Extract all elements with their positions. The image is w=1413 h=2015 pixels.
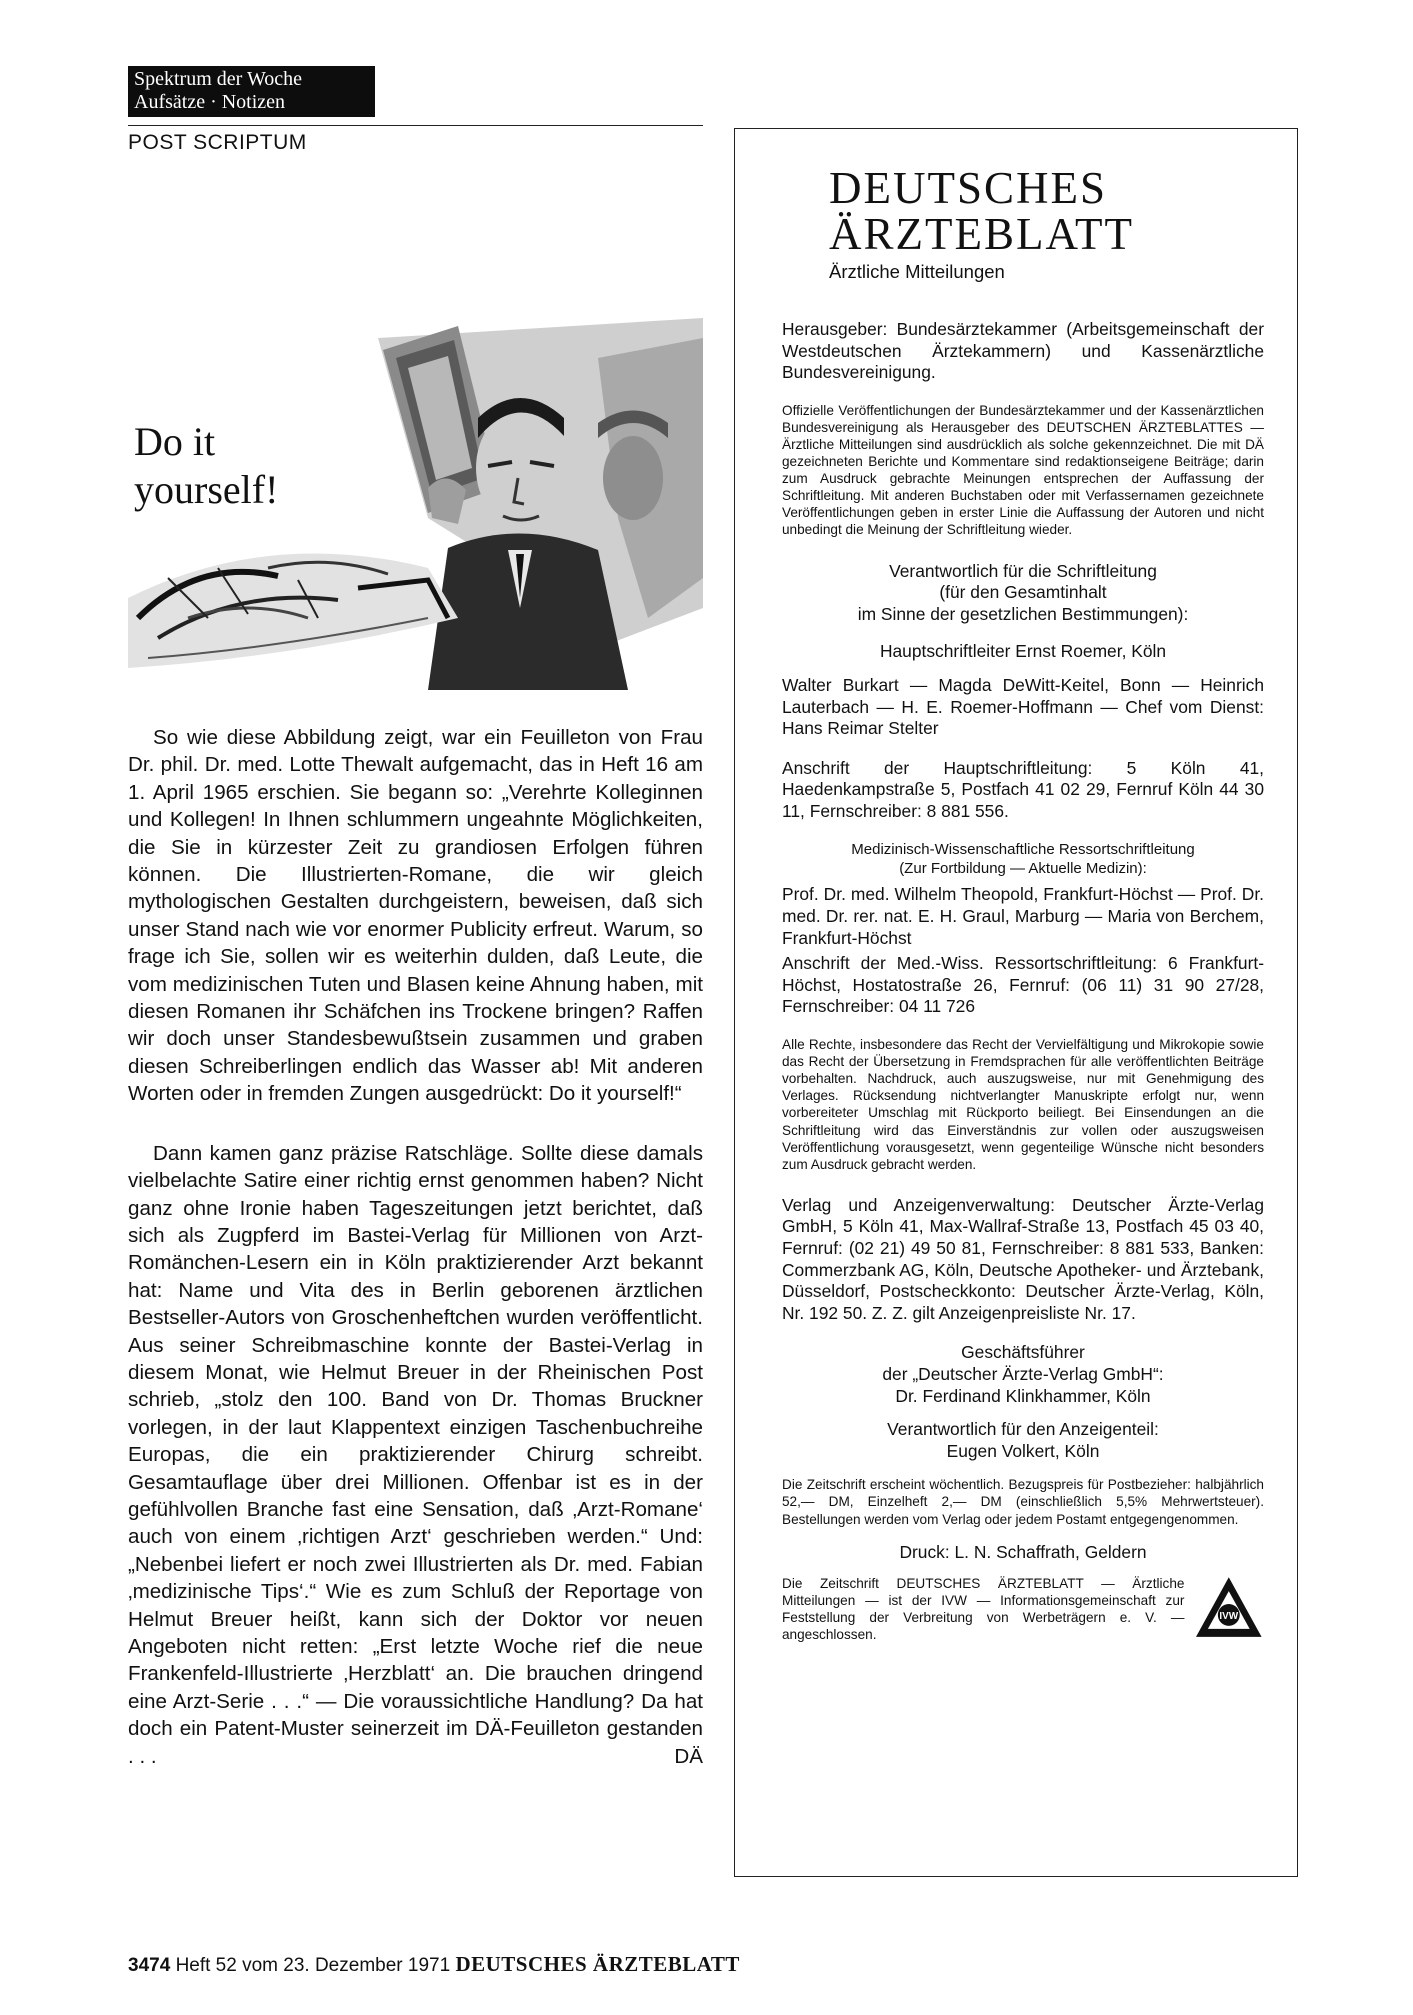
top-rule xyxy=(128,125,703,126)
masthead-title xyxy=(829,165,1134,257)
responsible-line2: (für den Gesamtinhalt xyxy=(939,582,1107,603)
md-line2: der „Deutscher Ärzte-Verlag GmbH“: xyxy=(882,1363,1164,1384)
page-number: 3474 xyxy=(128,1955,171,1976)
article-paragraph-2 xyxy=(128,1140,703,1770)
medical-heading-line1: Medizinisch-Wissenschaftliche Ressortschriftleitung xyxy=(851,841,1195,859)
md-line1: Geschäftsführer xyxy=(961,1342,1085,1363)
feature-title xyxy=(134,418,278,514)
section-tag-line2: Aufsätze · Notizen xyxy=(134,91,286,113)
managing-director xyxy=(782,1342,1264,1407)
medical-heading-line2: (Zur Fortbildung — Aktuelle Medizin): xyxy=(899,860,1147,878)
responsible-line3: im Sinne der gesetzlichen Bestimmungen): xyxy=(857,603,1189,624)
masthead-box xyxy=(734,128,1298,1877)
feature-title-line2: yourself! xyxy=(134,467,279,512)
main-editorial-address: Anschrift der Hauptschriftleitung: 5 Köln 41, Haedenkampstraße 5, Postfach 41 02 29, Fernruf Köln 44 30 11, Fernschreiber: 8 881 556. xyxy=(782,757,1264,821)
ivw-notice-row xyxy=(782,1575,1264,1643)
article-paragraph-2-text: Dann kamen ganz präzise Ratschläge. Sollte diese damals vielbelachte Satire einer richtig ernst genommen haben? Nicht ganz ohne Ironie haben Tageszeitungen jetzt berichtet, daß sich als Zugpferd im Bastei-Verlag für Millionen von Arzt-Romänchen-Lesern ein in Köln praktizierender Arzt bekannt hat: Name und Vita des in Berlin geborenen ärztlichen Bestseller-Autors von Groschenheftchen wurden veröffentlicht. Aus seiner Schreibmaschine konnte der Bastei-Verlag in diesem Monat, wie Helmut Breuer in der Rheinischen Post schrieb, „stolz den 100. Band von Dr. Thomas Bruckner vorlegen, in der laut Klappentext einzigen Taschenbuchreihe Europas, die ein praktizierender Chirurg schreibt. Gesamtauflage über drei Millionen. Offenbar ist es in der gefühlvollen Branche fast eine Sensation, daß ‚Arzt-Romane‘ auch von einem ‚richtigen Arzt‘ geschrieben werden.“ Und: „Nebenbei liefert er noch zwei Illustrierten als Dr. med. Fabian ‚medizinische Tips‘.“ Wie es zum Schluß der Reportage von Helmut Breuer heißt, kann sich der Doktor vor neuen Angeboten nicht retten: „Erst letzte Woche rief die neue Frankenfeld-Illustrierte ‚Herzblatt‘ an. Die brauchen dringend eine Arzt-Serie . . .“ — Die voraussichtliche Handlung? Da hat doch ein Patent-Muster seinerzeit im DÄ-Feuilleton gestanden . . . xyxy=(128,1141,703,1768)
page-footer xyxy=(128,1952,740,1977)
printer-info: Druck: L. N. Schaffrath, Geldern xyxy=(899,1541,1147,1562)
section-tag xyxy=(128,66,375,117)
publisher-address: Verlag und Anzeigenverwaltung: Deutscher Ärzte-Verlag GmbH, 5 Köln 41, Max-Wallraf-Straße 13, Postfach 45 03 40, Fernruf: (02 21) 49 50 81, Fernschreiber: 8 881 533, Banken: Commerzbank AG, Köln, Deutsche Apotheker- und Ärztebank, Düsseldorf, Postscheckkonto: Deutscher Ärzte-Verlag, Köln, Nr. 192 50. Z. Z. gilt Anzeigenpreisliste Nr. 17. xyxy=(782,1194,1264,1323)
feature-title-line1: Do it xyxy=(134,419,216,464)
responsible-editorial xyxy=(782,561,1264,626)
article-paragraph-1: So wie diese Abbildung zeigt, war ein Feuilleton von Frau Dr. phil. Dr. med. Lotte Thewalt aufgemacht, das in Heft 16 am 1. April 1965 erschien. Sie begann so: „Verehrte Kolleginnen und Kollegen! In Ihnen schlummern ungeahnte Möglichkeiten, die Sie in kürzester Zeit zu grandiosen Erfolgen führen können. Die Illustrierten-Romane, die wir gleich mythologischen Gestalten durchgeistern, beweisen, daß sich unser Stand nach wie vor enormer Publicity erfreut. Warum, so frage ich Sie, sollen wir es weiterhin dulden, daß Leute, die vom medizinischen Tuten und Blasen keine Ahnung haben, mit diesen Romanen ihr Schäfchen ins Trockene bringen? Raffen wir doch unser Standesbewußtsein zusammen und graben diesen Schreiberlingen endlich das Wasser ab! Mit anderen Worten oder in fremden Zungen ausgedrückt: Do it yourself!“ xyxy=(128,726,703,1106)
ads-responsible xyxy=(782,1419,1264,1462)
medical-editors: Prof. Dr. med. Wilhelm Theopold, Frankfurt-Höchst — Prof. Dr. med. Dr. rer. nat. E. H. Graul, Marburg — Maria von Berchem, Frankfurt-Höchst xyxy=(782,884,1264,948)
ads-line2: Eugen Volkert, Köln xyxy=(946,1440,1100,1461)
ivw-notice: Die Zeitschrift DEUTSCHES ÄRZTEBLATT — Ärztliche Mitteilungen — ist der IVW — Informationsgemeinschaft zur Feststellung der Verbreitung von Werbeträgern e. V. — angeschlossen. xyxy=(782,1576,1185,1643)
article-body xyxy=(128,724,703,1802)
ivw-logo-text: IVW xyxy=(1219,1611,1239,1623)
responsible-line1: Verantwortlich für die Schriftleitung xyxy=(889,560,1157,581)
rights-notice: Alle Rechte, insbesondere das Recht der Vervielfältigung und Mikrokopie sowie das Recht der Übersetzung in Fremdsprachen für alle veröffentlichten Beiträge vorbehalten. Nachdruck, auch auszugsweise, nur mit Genehmigung des Verlages. Rücksendung nichtverlangter Manuskripte erfolgt nur, wenn vorbereiteter Umschlag mit Rückporto beiliegt. Bei Einsendungen an die Schriftleitung wird das Einverständnis zur vollen oder auszugsweisen Veröffentlichung vorausgesetzt, wenn gegenteilige Wünsche nicht besonders zum Ausdruck gebracht werden. xyxy=(782,1037,1264,1172)
editors-list: Walter Burkart — Magda DeWitt-Keitel, Bonn — Heinrich Lauterbach — H. E. Roemer-Hoffmann — Chef vom Dienst: Hans Reimar Stelter xyxy=(782,674,1264,739)
ivw-logo-icon xyxy=(1194,1575,1264,1639)
medical-editorial-heading xyxy=(782,840,1264,878)
md-line3: Dr. Ferdinand Klinkhammer, Köln xyxy=(895,1385,1151,1406)
official-notice: Offizielle Veröffentlichungen der Bundesärztekammer und der Kassenärztlichen Bundesvereinigung als Herausgeber des DEUTSCHEN ÄRZTEBLATTES — Ärztliche Mitteilungen sind ausdrücklich als solche gekennzeichnet. Die mit DÄ gezeichneten Berichte und Kommentare sind redaktionseigene Beiträge; darin zum Ausdruck gebrachte Meinungen entsprechen der Auffassung der Schriftleitung. Mit anderen Buchstaben oder mit Verfassernamen gezeichnete Veröffentlichungen geben in erster Linie die Auffassung der Autoren und nicht unbedingt die Meinung der Schriftleitung wieder. xyxy=(782,402,1264,538)
masthead-title-line1: DEUTSCHES xyxy=(829,163,1108,213)
ads-line1: Verantwortlich für den Anzeigenteil: xyxy=(887,1419,1159,1440)
issue-info: Heft 52 vom 23. Dezember 1971 xyxy=(175,1955,451,1976)
masthead-subtitle: Ärztliche Mitteilungen xyxy=(829,261,1005,282)
footer-journal-name: DEUTSCHES ÄRZTEBLATT xyxy=(455,1952,740,1976)
chief-editor: Hauptschriftleiter Ernst Roemer, Köln xyxy=(879,641,1167,662)
medical-address: Anschrift der Med.-Wiss. Ressortschriftleitung: 6 Frankfurt-Höchst, Hostatostraße 26, Fernruf: (06 11) 31 90 27/28, Fernschreiber: 04 11 726 xyxy=(782,953,1264,1017)
publisher-info: Herausgeber: Bundesärztekammer (Arbeitsgemeinschaft der Westdeutschen Ärztekammern) und Kassenärztliche Bundesvereinigung. xyxy=(782,319,1264,383)
article-signature: DÄ xyxy=(674,1744,703,1768)
masthead-body xyxy=(782,319,1264,1644)
masthead-title-line2: ÄRZTEBLATT xyxy=(829,209,1134,259)
subscription-info: Die Zeitschrift erscheint wöchentlich. Bezugspreis für Postbezieher: halbjährlich 52,— DM, Einzelheft 2,— DM (einschließlich 5,5% Mehrwertsteuer). Bestellungen werden vom Verlag oder jedem Postamt entgegengenommen. xyxy=(782,1477,1264,1527)
column-label: POST SCRIPTUM xyxy=(128,131,307,154)
section-tag-line1: Spektrum der Woche xyxy=(134,68,302,90)
